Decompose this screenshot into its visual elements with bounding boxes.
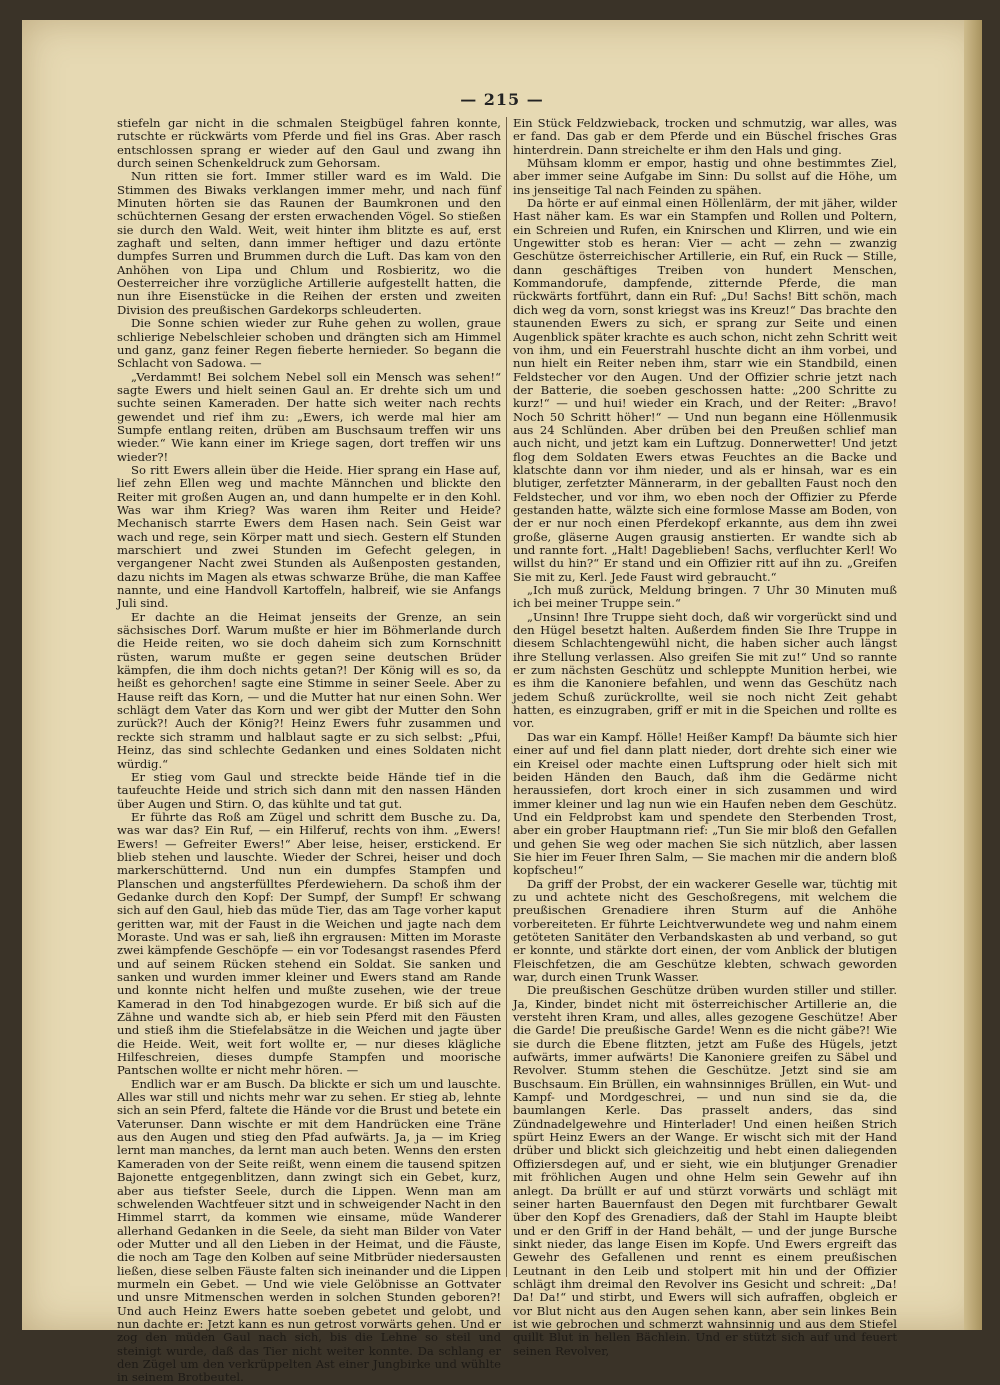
paragraph: stiefeln gar nicht in die schmalen Steigbügel fahren konnte, rutschte er rückwärts vom Pferde und fiel ins Gras. Aber rasch entschlossen sprang er wieder auf den Gaul und zwang ihn durch seinen Schenkeldruck zum Gehorsam. bbox=[117, 116, 501, 171]
paragraph: Endlich war er am Busch. Da blickte er sich um und lauschte. Alles war still und nichts mehr war zu sehen. Er stieg ab, lehnte sich an sein Pferd, faltete die Hände vor die Brust und betete ein Vaterunser. Dann wischte er mit dem Handrücken eine Träne aus den Augen und stieg den Pfad aufwärts. Ja, ja — im Krieg lernt man manches, da lernt man auch beten. Wenns den ersten Kameraden von der Seite reißt, wenn einem die tausend spitzen Bajonette entgegenblitzen, dann zwingt sich ein Gebet, kurz, aber aus tiefster Seele, durch die Lippen. Wenn man am schwelenden Wachtfeuer sitzt und in schweigender Nacht in den Himmel starrt, da kommen wie einsame, müde Wanderer allerhand Gedanken in die Seele, da sieht man Bilder von Vater oder Mutter und all den Lieben in der Heimat, und die Fäuste, die noch am Tage den Kolben auf seine Mitbrüder niedersausten ließen, diese selben Fäuste falten sich ineinander und die Lippen murmeln ein Gebet. — Und wie viele Gelöbnisse an Gottvater und unsre Mitmenschen werden in solchen Stunden geboren?! Und auch Heinz Ewers hatte soeben gebetet und gelobt, und nun dachte er: Jetzt kann es nun getrost vorwärts gehen. Und er zog den müden Gaul nach sich, bis die Lehne so steil und steinigt wurde, daß das Tier nicht weiter konnte. Da schlang er den Zügel um den verkrüppelten Ast einer Jungbirke und wühlte in seinem Brotbeutel. bbox=[117, 1076, 501, 1385]
newspaper-page bbox=[22, 20, 982, 1385]
paragraph: Er stieg vom Gaul und streckte beide Hände tief in die taufeuchte Heide und strich sich dann mit den nassen Händen über Augen und Stirn. O, das kühlte und tat gut. bbox=[117, 769, 501, 811]
paragraph: Das war ein Kampf. Hölle! Heißer Kampf! Da bäumte sich hier einer auf und fiel dann platt nieder, dort drehte sich einer wie ein Kreisel oder machte einen Luftsprung oder hielt sich mit beiden Händen den Bauch, daß ihm die Gedärme nicht heraussiefen, dort kroch einer in sich zusammen und wird immer kleiner und lag nun wie ein Haufen neben dem Geschütz. Und ein Feldprobst kam und spendete den Sterbenden Trost, aber ein grober Hauptmann rief: „Tun Sie mir bloß den Gefallen und gehen Sie weg oder machen Sie sich nützlich, aber lassen Sie hier im Feuer Ihren Salm, — Sie machen mir die andern bloß kopfscheu!“ bbox=[513, 729, 897, 878]
right-column bbox=[513, 116, 897, 1358]
paragraph: Da hörte er auf einmal einen Höllenlärm, der mit jäher, wilder Hast näher kam. Es war ein Stampfen und Rollen und Poltern, ein Schreien und Rufen, ein Knirschen und Klirren, und wie ein Ungewitter stob es heran: Vier — acht — zehn — zwanzig Geschütze österreichischer Artillerie, ein Ruf, ein Ruck — Stille, dann geschäftiges Treiben von hundert Menschen, Kommandorufe, dampfende, zitternde Pferde, die man rückwärts fortführt, dann ein Ruf: „Du! Sachs! Bitt schön, mach dich weg da vorn, sonst kriegst was ins Kreuz!“ Das brachte den staunenden Ewers zu sich, er sprang zur Seite und einen Augenblick später krachte es auch schon, nicht zehn Schritt weit von ihm, und ein Feuerstrahl huschte dicht an ihm vorbei, und nun hielt ein Reiter neben ihm, starr wie ein Standbild, einen Feldstecher vor den Augen. Und der Offizier schrie jetzt nach der Batterie, die soeben geschossen hatte: „200 Schritte zu kurz!“ — und hui! wieder ein Krach, und der Reiter: „Bravo! Noch 50 Schritt höher!“ — Und nun begann eine Höllenmusik aus 24 Schlünden. Aber drüben bei den Preußen schlief man auch nicht, und jetzt kam ein Luftzug. Donnerwetter! Und jetzt flog dem Soldaten Ewers etwas Feuchtes an die Backe und klatschte dann vor ihm nieder, und als er hinsah, war es ein blutiger, zerfetzter Männerarm, in der geballten Faust noch den Feldstecher, und vor ihm, wo eben noch der Offizier zu Pferde gestanden hatte, wälzte sich eine formlose Masse am Boden, von der er nur noch einen Pferdekopf erkannte, aus dem ihn zwei große, gläserne Augen grausig anstierten. Er wandte sich ab und rannte fort. „Halt! Dageblieben! Sachs, verfluchter Kerl! Wo willst du hin?“ Er stand und ein Offizier ritt auf ihn zu. „Greifen Sie mit zu, Kerl. Jede Faust wird gebraucht.“ bbox=[513, 196, 897, 584]
paragraph: Nun ritten sie fort. Immer stiller ward es im Wald. Die Stimmen des Biwaks verklangen immer mehr, und nach fünf Minuten hörten sie das Raunen der Baumkronen und den schüchternen Gesang der ersten erwachenden Vögel. So stießen sie durch den Wald. Weit, weit hinter ihm blitzte es auf, erst zaghaft und selten, dann immer heftiger und dazu ertönte dumpfes Surren und Brummen durch die Luft. Das kam von den Anhöhen von Lipa und Chlum und Rosbieritz, wo die Oesterreicher ihre vorzügliche Artillerie aufgestellt hatten, die nun ihre Eisenstücke in die Reihen der ersten und zweiten Division des preußischen Gardekorps schleuderten. bbox=[117, 169, 501, 317]
paragraph: Er dachte an die Heimat jenseits der Grenze, an sein sächsisches Dorf. Warum mußte er hier im Böhmerlande durch die Heide reiten, wo sie doch daheim sich zum Kornschnitt rüsten, warum mußte er gegen seine deutschen Brüder kämpfen, die ihm doch nichts getan?! Der König will es so, da heißt es gehorchen! sagte eine Stimme in seiner Seele. Aber zu Hause reift das Korn, — und die Mutter hat nur einen Sohn. Wer schlägt dem Vater das Korn und wer gibt der Mutter den Sohn zurück?! Auch der König?! Heinz Ewers fuhr zusammen und reckte sich stramm und halblaut sagte er zu sich selbst: „Pfui, Heinz, das sind schlechte Gedanken und eines Soldaten nicht würdig.“ bbox=[117, 609, 501, 771]
book-spine bbox=[964, 20, 982, 1330]
paragraph: Mühsam klomm er empor, hastig und ohne bestimmtes Ziel, aber immer seine Aufgabe im Sinn: Du sollst auf die Höhe, um ins jenseitige Tal nach Feinden zu spähen. bbox=[513, 156, 897, 197]
paragraph: „Ich muß zurück, Meldung bringen. 7 Uhr 30 Minuten muß ich bei meiner Truppe sein.“ bbox=[513, 583, 897, 611]
paragraph: „Unsinn! Ihre Truppe sieht doch, daß wir vorgerückt sind und den Hügel besetzt halten. Außerdem finden Sie Ihre Truppe in diesem Schlachtengewühl nicht, die haben sicher auch längst ihre Stellung verlassen. Also greifen Sie mit zu!“ Und so rannte er zum nächsten Geschütz und schleppte Munition herbei, wie es ihm die Kanoniere befahlen, und wenn das Geschütz nach jedem Schuß zurückrollte, weil sie noch nicht Zeit gehabt hatten, es einzugraben, griff er mit in die Speichen und rollte es vor. bbox=[513, 609, 897, 731]
paragraph: Die preußischen Geschütze drüben wurden stiller und stiller. Ja, Kinder, bindet nicht mit österreichischer Artillerie an, die versteht ihren Kram, und alles, alles gezogene Geschütze! Aber die Garde! Die preußische Garde! Wenn es die nicht gäbe?! Wie sie durch die Ebene flitzten, jetzt am Fuße des Hügels, jetzt aufwärts, immer aufwärts! Die Kanoniere greifen zu Säbel und Revolver. Stumm stehen die Geschütze. Jetzt sind sie am Buschsaum. Ein Brüllen, ein wahnsinniges Brüllen, ein Wut- und Kampf- und Mordgeschrei, — und nun sind sie da, die baumlangen Kerle. Das prasselt anders, das sind Zündnadelgewehre und Hinterlader! Und einen heißen Strich spürt Heinz Ewers an der Wange. Er wischt sich mit der Hand drüber und blickt sich gleichzeitig und hebt einen daliegenden Offiziersdegen auf, und er sieht, wie ein blutjunger Grenadier mit fröhlichen Augen und ohne Helm sein Gewehr auf ihn anlegt. Da brüllt er auf und stürzt vorwärts und schlägt mit seiner harten Bauernfaust den Degen mit furchtbarer Gewalt über den Kopf des Grenadiers, daß der Stahl im Haupte bleibt und er den Griff in der Hand behält, — und der junge Bursche sinkt nieder, das lange Eisen im Kopfe. Und Ewers ergreift das Gewehr des Gefallenen und rennt es einem preußischen Leutnant in den Leib und stolpert mit hin und der Offizier schlägt ihm dreimal den Revolver ins Gesicht und schreit: „Da! Da! Da!“ und stirbt, und Ewers will sich aufraffen, obgleich er vor Blut nicht aus den Augen sehen kann, aber sein linkes Bein ist wie gebrochen und schmerzt wahnsinnig und aus dem Stiefel quillt Blut in hellen Bächlein. Und er stützt sich auf und feuert seinen Revolver, bbox=[513, 983, 897, 1358]
paragraph: So ritt Ewers allein über die Heide. Hier sprang ein Hase auf, lief zehn Ellen weg und machte Männchen und blickte den Reiter mit großen Augen an, und dann humpelte er in den Kohl. Was war ihm Krieg? Was waren ihm Reiter und Heide? Mechanisch starrte Ewers dem Hasen nach. Sein Geist war wach und rege, sein Körper matt und siech. Gestern elf Stunden marschiert und zwei Stunden im Gefecht gelegen, in vergangener Nacht zwei Stunden als Außenposten gestanden, dazu nichts im Magen als etwas schwarze Brühe, die man Kaffee nannte, und eine Handvoll Kartoffeln, halbreif, wie sie Anfangs Juli sind. bbox=[117, 462, 501, 611]
left-column bbox=[117, 116, 501, 1385]
page-number: — 215 — bbox=[460, 90, 544, 109]
paragraph: Da griff der Probst, der ein wackerer Geselle war, tüchtig mit zu und achtete nicht des Geschoßregens, mit welchem die preußischen Grenadiere ihren Sturm auf die Anhöhe vorbereiteten. Er führte Leichtverwundete weg und nahm einem getöteten Sanitäter den Verbandskasten ab und verband, so gut er konnte, und stärkte dort einen, der vom Anblick der blutigen Fleischfetzen, die am Geschütze klebten, schwach geworden war, durch einen Trunk Wasser. bbox=[513, 876, 897, 984]
text-columns bbox=[117, 116, 897, 1385]
paragraph: Er führte das Roß am Zügel und schritt dem Busche zu. Da, was war das? Ein Ruf, — ein Hilferuf, rechts von ihm. „Ewers! Ewers! — Gefreiter Ewers!“ Aber leise, heiser, erstickend. Er blieb stehen und lauschte. Wieder der Schrei, heiser und doch markerschütternd. Und nun ein dumpfes Stampfen und Planschen und angsterfülltes Pferdewiehern. Da schoß ihm der Gedanke durch den Kopf: Der Sumpf, der Sumpf! Er schwang sich auf den Gaul, hieb das müde Tier, das am Tage vorher kaput geritten war, mit der Faust in die Weichen und jagte nach dem Moraste. Und was er sah, ließ ihn ergrausen: Mitten im Moraste zwei kämpfende Geschöpfe — ein vor Todesangst rasendes Pferd und auf seinem Rücken stehend ein Soldat. Sie sanken und sanken und wurden immer kleiner und Ewers stand am Rande und konnte nicht helfen und mußte zusehen, wie der treue Kamerad in den Tod hinabgezogen wurde. Er biß sich auf die Zähne und wandte sich ab, er hieb sein Pferd mit den Fäusten und stieß ihm die Stiefelabsätze in die Weichen und jagte über die Heide. Weit, weit fort wollte er, — nur dieses klägliche Hilfeschreien, dieses dumpfe Stampfen und moorische Pantschen wollte er nicht mehr hören. — bbox=[117, 809, 501, 1078]
paragraph: „Verdammt! Bei solchem Nebel soll ein Mensch was sehen!“ sagte Ewers und hielt seinen Gaul an. Er drehte sich um und suchte seinen Kameraden. Der hatte sich weiter nach rechts gewendet und rief ihm zu: „Ewers, ich werde mal hier am Sumpfe entlang reiten, drüben am Buschsaum treffen wir uns wieder.“ Wie kann einer im Kriege sagen, dort treffen wir uns wieder?! bbox=[117, 369, 501, 464]
paragraph: Ein Stück Feldzwieback, trocken und schmutzig, war alles, was er fand. Das gab er dem Pferde und ein Büschel frisches Gras hinterdrein. Dann streichelte er ihm den Hals und ging. bbox=[513, 116, 897, 157]
paragraph: Die Sonne schien wieder zur Ruhe gehen zu wollen, graue schlierige Nebelschleier schoben und drängten sich am Himmel und ganz, ganz feiner Regen fieberte hernieder. So begann die Schlacht von Sadowa. — bbox=[117, 316, 501, 371]
